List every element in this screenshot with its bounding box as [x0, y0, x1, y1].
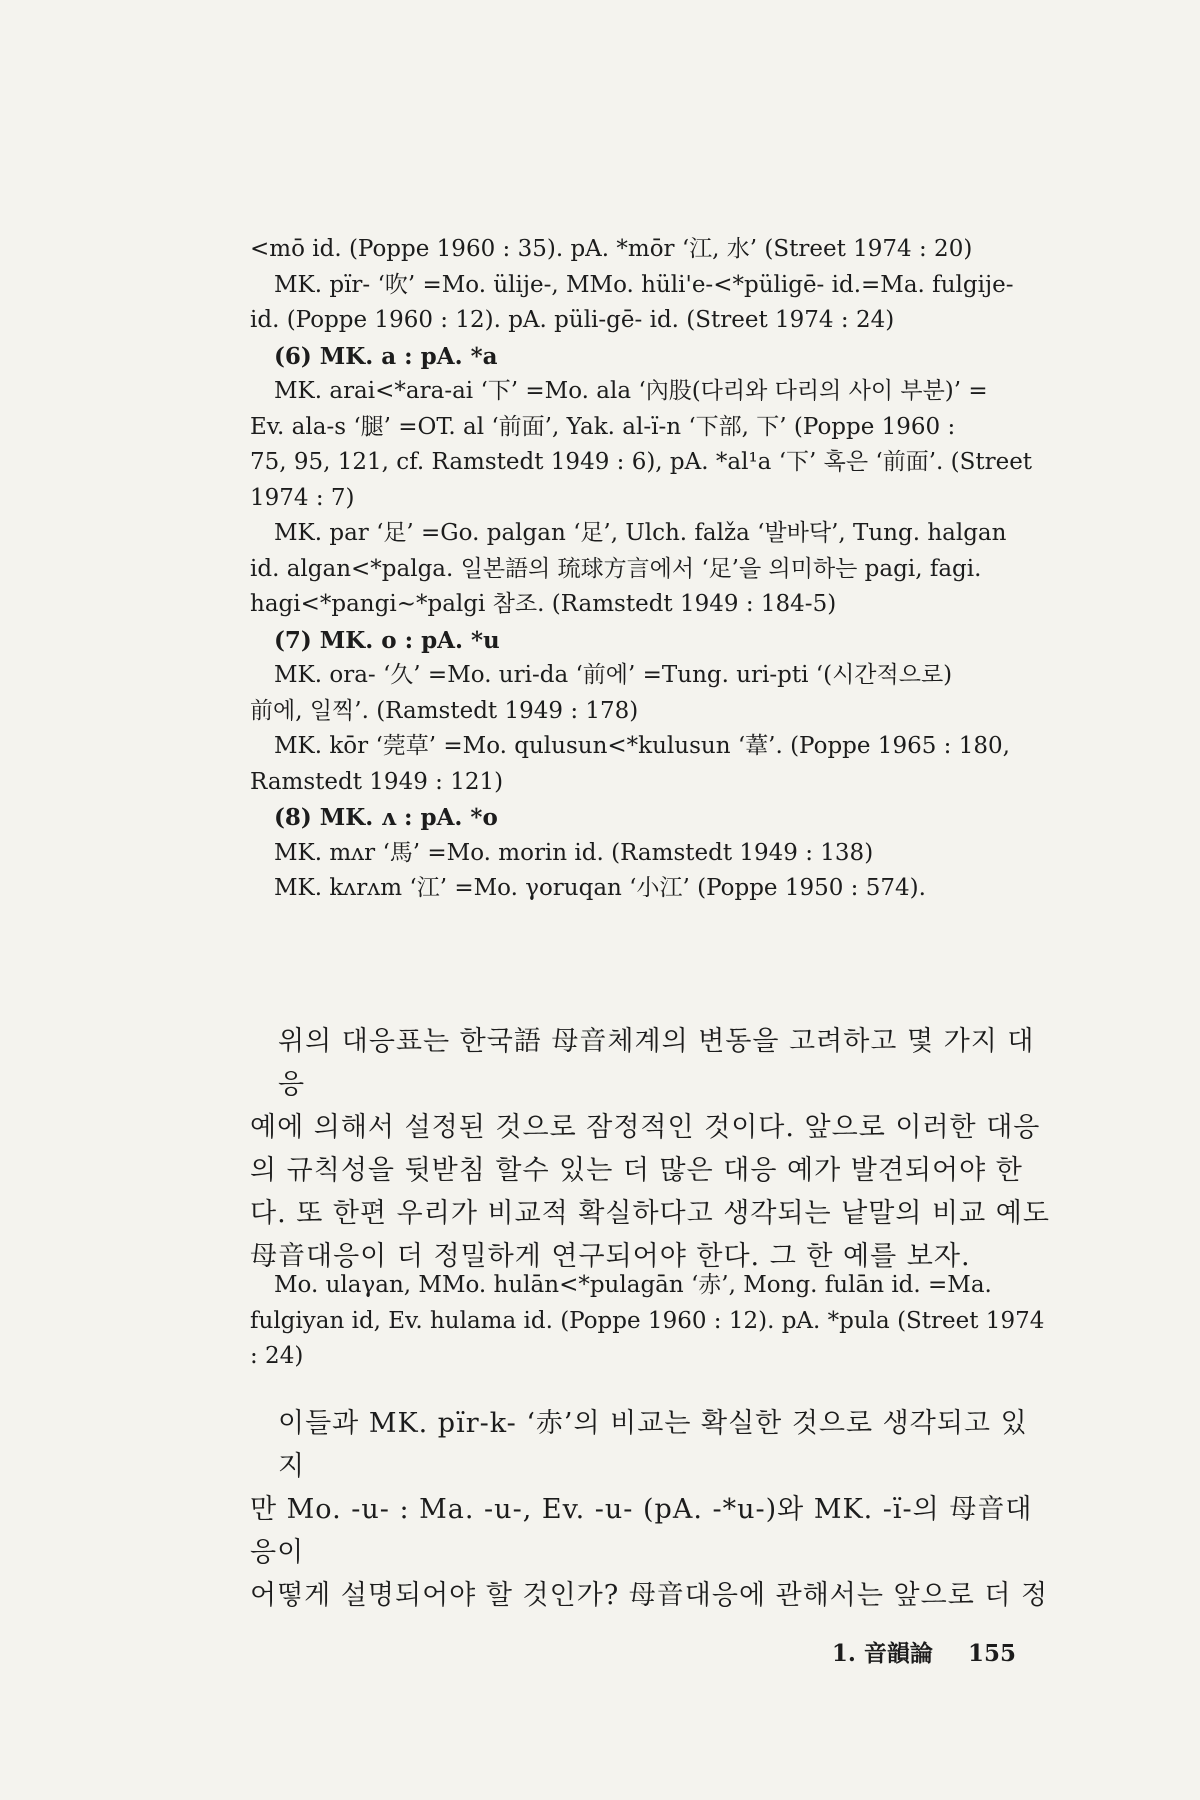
entry-line: MK. pïr- ‘吹’ =Mo. ülije-, MMo. hüli'e-<*püligē- id.=Ma. fulgije- — [274, 271, 1014, 298]
entry-line: Ev. ala-s ‘腿’ =OT. al ‘前面’, Yak. al-ï-n ‘下部, 下’ (Poppe 1960 : — [250, 413, 956, 440]
paragraph-line: 이들과 MK. pïr-k- ‘赤’의 비교는 확실한 것으로 생각되고 있지 — [278, 1408, 1028, 1482]
entry-line: Ramstedt 1949 : 121) — [250, 768, 504, 795]
section-heading: (6) MK. a : pA. *a — [274, 342, 498, 370]
entry-line: id. algan<*palga. 일본語의 琉球方言에서 ‘足’을 의미하는 pagi, fagi. — [250, 555, 982, 582]
paragraph-line: 다. 또 한편 우리가 비교적 확실하다고 생각되는 낱말의 비교 예도 — [250, 1198, 1050, 1229]
running-section-title: 1. 音韻論 — [831, 1640, 933, 1667]
section-heading: (8) MK. ʌ : pA. *o — [274, 804, 498, 831]
entry-line: MK. kōr ‘莞草’ =Mo. qulusun<*kulusun ‘葦’. (Poppe 1965 : 180, — [274, 733, 1010, 759]
paragraph-line: 母音대응이 더 정밀하게 연구되어야 한다. 그 한 예를 보자. — [250, 1241, 971, 1272]
example-block — [250, 1268, 1050, 1375]
page-number: 155 — [967, 1640, 1016, 1667]
entry-line: MK. arai<*ara-ai ‘下’ =Mo. ala ‘內股(다리와 다리의 사이 부분)’ = — [274, 378, 988, 404]
entry-line: 75, 95, 121, cf. Ramstedt 1949 : 6), pA. *al¹a ‘下’ 혹은 ‘前面’. (Street — [250, 449, 1033, 475]
entry-line: MK. kʌrʌm ‘江’ =Mo. γoruqan ‘小江’ (Poppe 1950 : 574). — [274, 875, 926, 901]
korean-paragraph-1 — [250, 1020, 1050, 1278]
example-line: : 24) — [250, 1343, 304, 1369]
entry-line: id. (Poppe 1960 : 12). pA. püli-gē- id. (Street 1974 : 24) — [250, 307, 895, 333]
entry-line: MK. ora- ‘久’ =Mo. uri-da ‘前에’ =Tung. uri-pti ‘(시간적으로) — [274, 662, 953, 688]
page-footer — [0, 1635, 1200, 1668]
korean-paragraph-2 — [250, 1402, 1050, 1617]
paragraph-line: 만 Mo. -u- : Ma. -u-, Ev. -u- (pA. -*u-)와 MK. -ï-의 母音대응이 — [250, 1494, 1033, 1568]
example-line: fulgiyan id, Ev. hulama id. (Poppe 1960 : 12). pA. *pula (Street 1974 — [250, 1307, 1045, 1334]
paragraph-line: 위의 대응표는 한국語 母音체계의 변동을 고려하고 몇 가지 대응 — [278, 1026, 1035, 1100]
entry-line: hagi<*pangi∼*palgi 참조. (Ramstedt 1949 : 184-5) — [250, 591, 837, 617]
entry-line: 1974 : 7) — [250, 484, 355, 511]
paragraph-line: 의 규칙성을 뒷받침 할수 있는 더 많은 대응 예가 발견되어야 한 — [250, 1155, 1023, 1186]
entry-line: MK. mʌr ‘馬’ =Mo. morin id. (Ramstedt 1949 : 138) — [274, 839, 874, 866]
entry-line: 前에, 일찍’. (Ramstedt 1949 : 178) — [250, 697, 639, 724]
paragraph-line: 예에 의해서 설정된 것으로 잠정적인 것이다. 앞으로 이러한 대응 — [250, 1112, 1041, 1143]
paragraph-line: 어떻게 설명되어야 할 것인가? 母音대응에 관해서는 앞으로 더 정 — [250, 1580, 1049, 1611]
entry-line: <mō id. (Poppe 1960 : 35). pA. *mōr ‘江, 水’ (Street 1974 : 20) — [250, 236, 973, 262]
section-heading: (7) MK. o : pA. *u — [274, 626, 500, 654]
example-line: Mo. ulaγan, MMo. hulān<*pulagān ‘赤’, Mong. fulān id. =Ma. — [274, 1272, 992, 1298]
entry-line: MK. par ‘足’ =Go. palgan ‘足’, Ulch. falža ‘발바닥’, Tung. halgan — [274, 520, 1007, 546]
entry-list — [250, 232, 1050, 907]
